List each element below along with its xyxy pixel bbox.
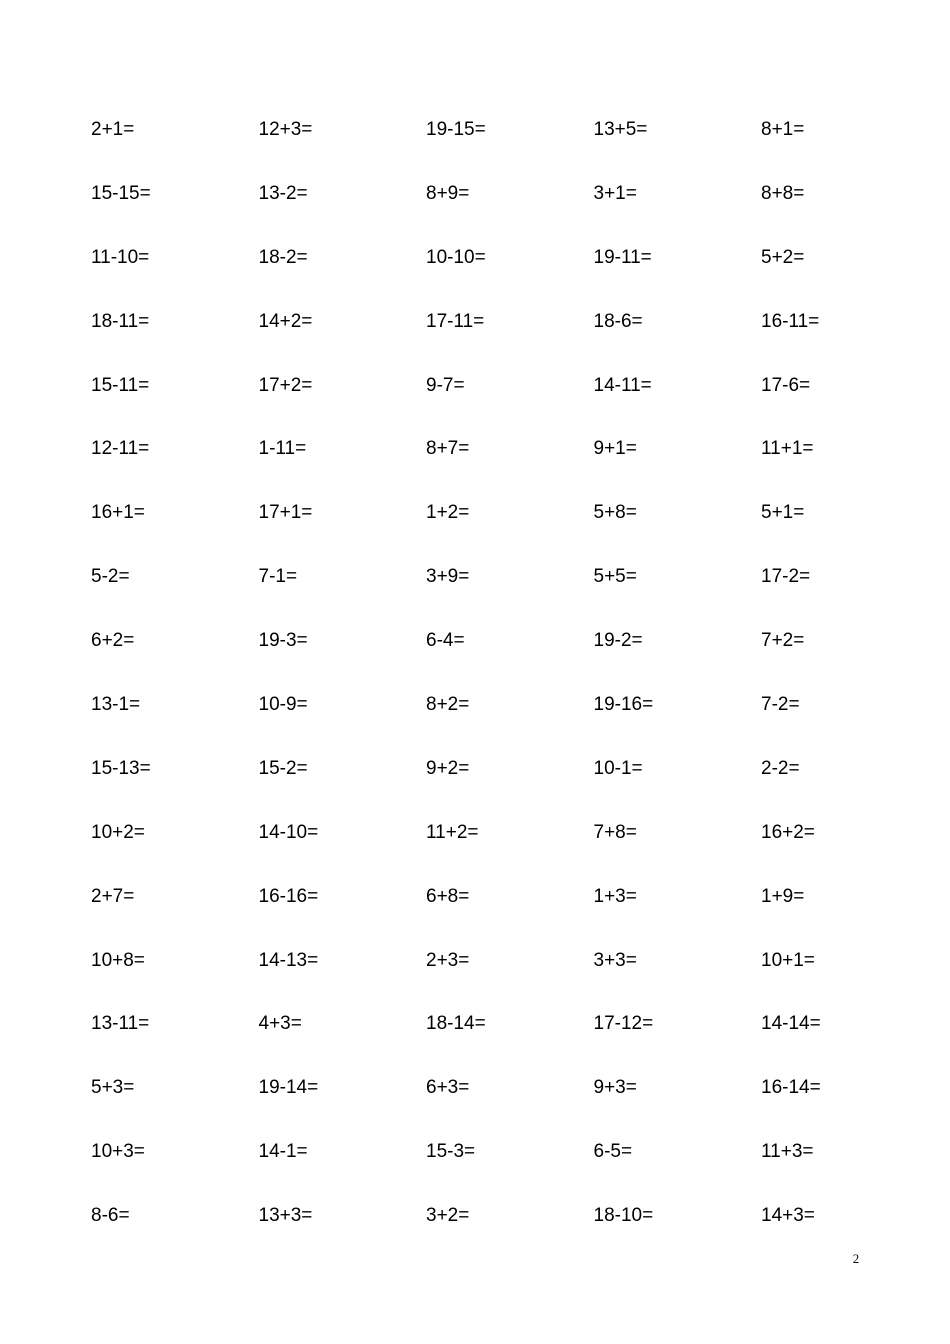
arithmetic-problem: 3+1= [593,182,637,204]
arithmetic-problem: 16+1= [91,502,145,524]
arithmetic-problem: 13+3= [258,1205,313,1227]
arithmetic-problem: 15-3= [426,1141,476,1163]
arithmetic-problem: 8+9= [426,182,470,204]
problem-row [91,180,931,244]
arithmetic-problem: 8+7= [426,438,470,460]
arithmetic-problem: 6-5= [593,1141,633,1163]
page-number: 2 [852,1251,860,1266]
arithmetic-problem: 6+2= [91,630,135,652]
arithmetic-problem: 5+8= [593,502,637,524]
arithmetic-problem: 5-2= [91,566,130,588]
arithmetic-problem: 8+8= [761,182,805,204]
arithmetic-problem: 4+3= [258,1013,302,1035]
arithmetic-problem: 15-13= [91,757,151,779]
arithmetic-problem: 11+3= [761,1141,814,1163]
arithmetic-problem: 16-16= [258,885,319,907]
problem-row [91,1074,931,1138]
arithmetic-problem: 7-1= [258,566,298,588]
arithmetic-problem: 18-14= [426,1013,486,1035]
arithmetic-problem: 17-11= [426,310,485,332]
problem-row [91,947,931,1011]
problem-row [91,563,931,627]
arithmetic-problem: 15-11= [91,374,150,396]
arithmetic-problem: 2+7= [91,885,135,907]
arithmetic-problem: 19-14= [258,1077,319,1099]
arithmetic-problem: 13-1= [91,694,141,716]
arithmetic-problem: 8+1= [761,119,805,140]
arithmetic-problem: 18-6= [593,310,643,332]
arithmetic-problem: 11-10= [91,246,150,268]
arithmetic-problem: 8+2= [426,694,470,716]
arithmetic-problem: 1+3= [593,885,637,907]
problem-grid [91,116,931,1266]
arithmetic-problem: 10+2= [91,821,145,843]
arithmetic-problem: 19-3= [258,630,308,652]
arithmetic-problem: 5+3= [91,1077,135,1099]
arithmetic-problem: 9-7= [426,374,465,396]
arithmetic-problem: 10+3= [91,1141,145,1163]
arithmetic-problem: 14+2= [258,310,313,332]
arithmetic-problem: 7+2= [761,630,805,652]
arithmetic-problem: 10+8= [91,949,145,971]
arithmetic-problem: 17-2= [761,566,811,588]
arithmetic-problem: 10-9= [258,694,308,716]
arithmetic-problem: 19-11= [593,246,652,268]
arithmetic-problem: 18-10= [593,1205,654,1227]
arithmetic-problem: 2-2= [761,757,800,779]
arithmetic-problem: 15-2= [258,757,308,779]
problem-row [91,435,931,499]
arithmetic-problem: 19-16= [593,694,654,716]
arithmetic-problem: 14-13= [258,949,319,971]
arithmetic-problem: 9+2= [426,757,470,779]
arithmetic-problem: 2+3= [426,949,470,971]
arithmetic-problem: 14+3= [761,1205,815,1227]
arithmetic-problem: 8-6= [91,1205,130,1227]
arithmetic-problem: 12-11= [91,438,150,460]
arithmetic-problem: 1-11= [258,438,307,460]
arithmetic-problem: 15-15= [91,182,151,204]
problem-row [91,883,931,947]
problem-row [91,116,931,180]
arithmetic-problem: 14-14= [761,1013,821,1035]
arithmetic-problem: 16+2= [761,821,815,843]
problem-row [91,1202,931,1266]
arithmetic-problem: 13-2= [258,182,308,204]
arithmetic-problem: 12+3= [258,119,313,140]
arithmetic-problem: 1+2= [426,502,470,524]
arithmetic-problem: 14-1= [258,1141,308,1163]
arithmetic-problem: 6+3= [426,1077,470,1099]
arithmetic-problem: 11+1= [761,438,814,460]
arithmetic-problem: 9+3= [593,1077,637,1099]
arithmetic-problem: 11+2= [426,821,479,843]
arithmetic-problem: 7-2= [761,694,800,716]
arithmetic-problem: 6+8= [426,885,470,907]
arithmetic-problem: 1+9= [761,885,805,907]
arithmetic-problem: 5+5= [593,566,637,588]
arithmetic-problem: 17+1= [258,502,313,524]
problem-row [91,1010,931,1074]
arithmetic-problem: 3+2= [426,1205,470,1227]
arithmetic-problem: 10-1= [593,757,643,779]
arithmetic-problem: 16-14= [761,1077,821,1099]
arithmetic-problem: 10+1= [761,949,815,971]
arithmetic-problem: 13+5= [593,119,648,140]
arithmetic-problem: 5+2= [761,246,805,268]
problem-row [91,244,931,308]
arithmetic-problem: 18-11= [91,310,150,332]
arithmetic-problem: 17-12= [593,1013,654,1035]
problem-row [91,819,931,883]
problem-row [91,1138,931,1202]
arithmetic-problem: 9+1= [593,438,637,460]
arithmetic-problem: 5+1= [761,502,805,524]
problem-row [91,755,931,819]
problem-row [91,627,931,691]
arithmetic-problem: 2+1= [91,119,135,140]
problem-row [91,499,931,563]
arithmetic-problem: 3+3= [593,949,637,971]
arithmetic-problem: 13-11= [91,1013,150,1035]
arithmetic-problem: 7+8= [593,821,637,843]
arithmetic-problem: 14-10= [258,821,319,843]
problem-row [91,372,931,436]
arithmetic-problem: 10-10= [426,246,486,268]
arithmetic-problem: 18-2= [258,246,308,268]
arithmetic-problem: 3+9= [426,566,470,588]
arithmetic-problem: 6-4= [426,630,465,652]
arithmetic-problem: 17-6= [761,374,811,396]
problem-row [91,308,931,372]
arithmetic-problem: 14-11= [593,374,652,396]
arithmetic-problem: 19-2= [593,630,643,652]
arithmetic-problem: 19-15= [426,119,486,140]
arithmetic-problem: 16-11= [761,310,820,332]
arithmetic-problem: 17+2= [258,374,313,396]
problem-row [91,691,931,755]
